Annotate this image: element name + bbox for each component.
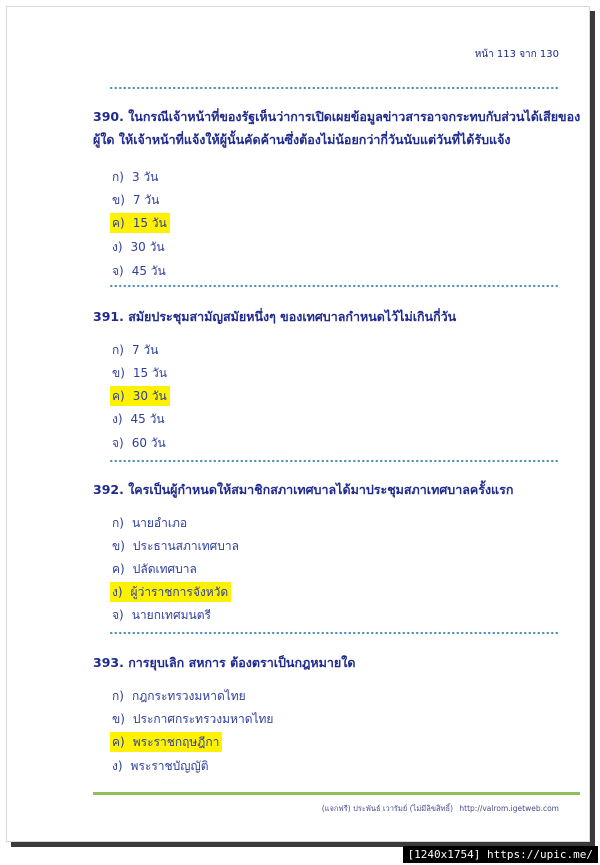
option-text: 3 วัน: [131, 170, 159, 184]
option-390-c-answer[interactable]: [110, 213, 170, 233]
option-392-b[interactable]: [110, 536, 242, 556]
option-text: พระราชกฤษฎีกา: [132, 735, 220, 749]
page-number: หน้า 113 จาก 130: [474, 49, 559, 60]
image-host-watermark: [1240x1754] https://upic.me/: [403, 846, 598, 863]
option-letter: ข): [112, 712, 125, 726]
option-text: 60 วัน: [131, 436, 166, 450]
question-390: 390. ในกรณีเจ้าหน้าที่ของรัฐเห็นว่าการเปิดเผยข้อมูลข่าวสารอาจกระทบกับส่วนได้เสียของผู้ใด ให้เจ้าหน้าที่แจ้งให้ผู้นั้นคัดค้านซึ่งต้องไม่น้อยกว่ากี่วันนับแต่วันที่ได้รับแจ้ง: [93, 109, 581, 147]
option-letter: ก): [112, 516, 124, 530]
option-text: นายอำเภอ: [131, 516, 188, 530]
question-391: 391. สมัยประชุมสามัญสมัยหนึ่งๆ ของเทศบาลกำหนดไว้ไม่เกินกี่วัน: [93, 309, 457, 324]
option-text: กฎกระทรวงมหาดไทย: [131, 689, 246, 703]
question-393: 393. การยุบเลิก สหการ ต้องตราเป็นกฎหมายใด: [93, 655, 356, 670]
option-letter: ข): [112, 366, 125, 380]
option-391-a[interactable]: [110, 340, 161, 360]
option-letter: ง): [112, 412, 123, 426]
option-letter: จ): [112, 264, 124, 278]
option-392-e[interactable]: [110, 605, 214, 625]
option-392-a[interactable]: [110, 513, 190, 533]
option-letter: ก): [112, 170, 124, 184]
option-text: นายกเทศมนตรี: [131, 608, 211, 622]
option-392-d-answer[interactable]: [110, 582, 231, 602]
option-390-d[interactable]: [110, 237, 168, 257]
option-391-d[interactable]: [110, 409, 168, 429]
option-letter: ก): [112, 689, 124, 703]
option-letter: ข): [112, 193, 125, 207]
option-letter: ก): [112, 343, 124, 357]
option-letter: จ): [112, 608, 124, 622]
option-text: พระราชบัญญัติ: [130, 759, 209, 773]
separator-line: [109, 458, 559, 464]
footer-credit: (แจกฟรี) ประพันธ์ เวารัมย์ (ไม่มีลิขสิทธิ์): [321, 804, 453, 813]
option-letter: ง): [112, 240, 123, 254]
option-text: 15 วัน: [132, 366, 167, 380]
option-text: ปลัดเทศบาล: [132, 562, 197, 576]
option-391-e[interactable]: [110, 433, 169, 453]
option-393-c-answer[interactable]: [110, 732, 222, 752]
option-text: ประกาศกระทรวงมหาดไทย: [132, 712, 274, 726]
option-390-a[interactable]: [110, 167, 161, 187]
option-letter: ค): [112, 216, 125, 230]
option-letter: จ): [112, 436, 124, 450]
separator-line: [109, 630, 559, 636]
option-letter: ง): [112, 585, 123, 599]
option-text: 7 วัน: [131, 343, 159, 357]
option-391-b[interactable]: [110, 363, 170, 383]
option-letter: ค): [112, 389, 125, 403]
option-393-b[interactable]: [110, 709, 276, 729]
option-393-a[interactable]: [110, 686, 249, 706]
option-letter: ข): [112, 539, 125, 553]
option-391-c-answer[interactable]: [110, 386, 170, 406]
option-text: 15 วัน: [132, 216, 167, 230]
option-text: ผู้ว่าราชการจังหวัด: [130, 585, 229, 599]
option-text: 45 วัน: [130, 412, 165, 426]
option-392-c[interactable]: [110, 559, 200, 579]
option-text: 45 วัน: [131, 264, 166, 278]
option-text: ประธานสภาเทศบาล: [132, 539, 239, 553]
option-390-b[interactable]: [110, 190, 162, 210]
separator-line: [109, 283, 559, 289]
separator-line: [109, 85, 559, 91]
footer-divider: [93, 792, 580, 795]
option-390-e[interactable]: [110, 261, 169, 281]
option-text: 30 วัน: [130, 240, 165, 254]
footer-url-link[interactable]: http://valrom.igetweb.com: [459, 804, 559, 813]
question-392: 392. ใครเป็นผู้กำหนดให้สมาชิกสภาเทศบาลได้มาประชุมสภาเทศบาลครั้งแรก: [93, 482, 514, 497]
option-letter: ง): [112, 759, 123, 773]
document-page: [6, 6, 590, 842]
option-393-d[interactable]: [110, 756, 212, 776]
footer: [322, 803, 559, 815]
option-letter: ค): [112, 735, 125, 749]
option-letter: ค): [112, 562, 125, 576]
option-text: 7 วัน: [132, 193, 160, 207]
option-text: 30 วัน: [132, 389, 167, 403]
